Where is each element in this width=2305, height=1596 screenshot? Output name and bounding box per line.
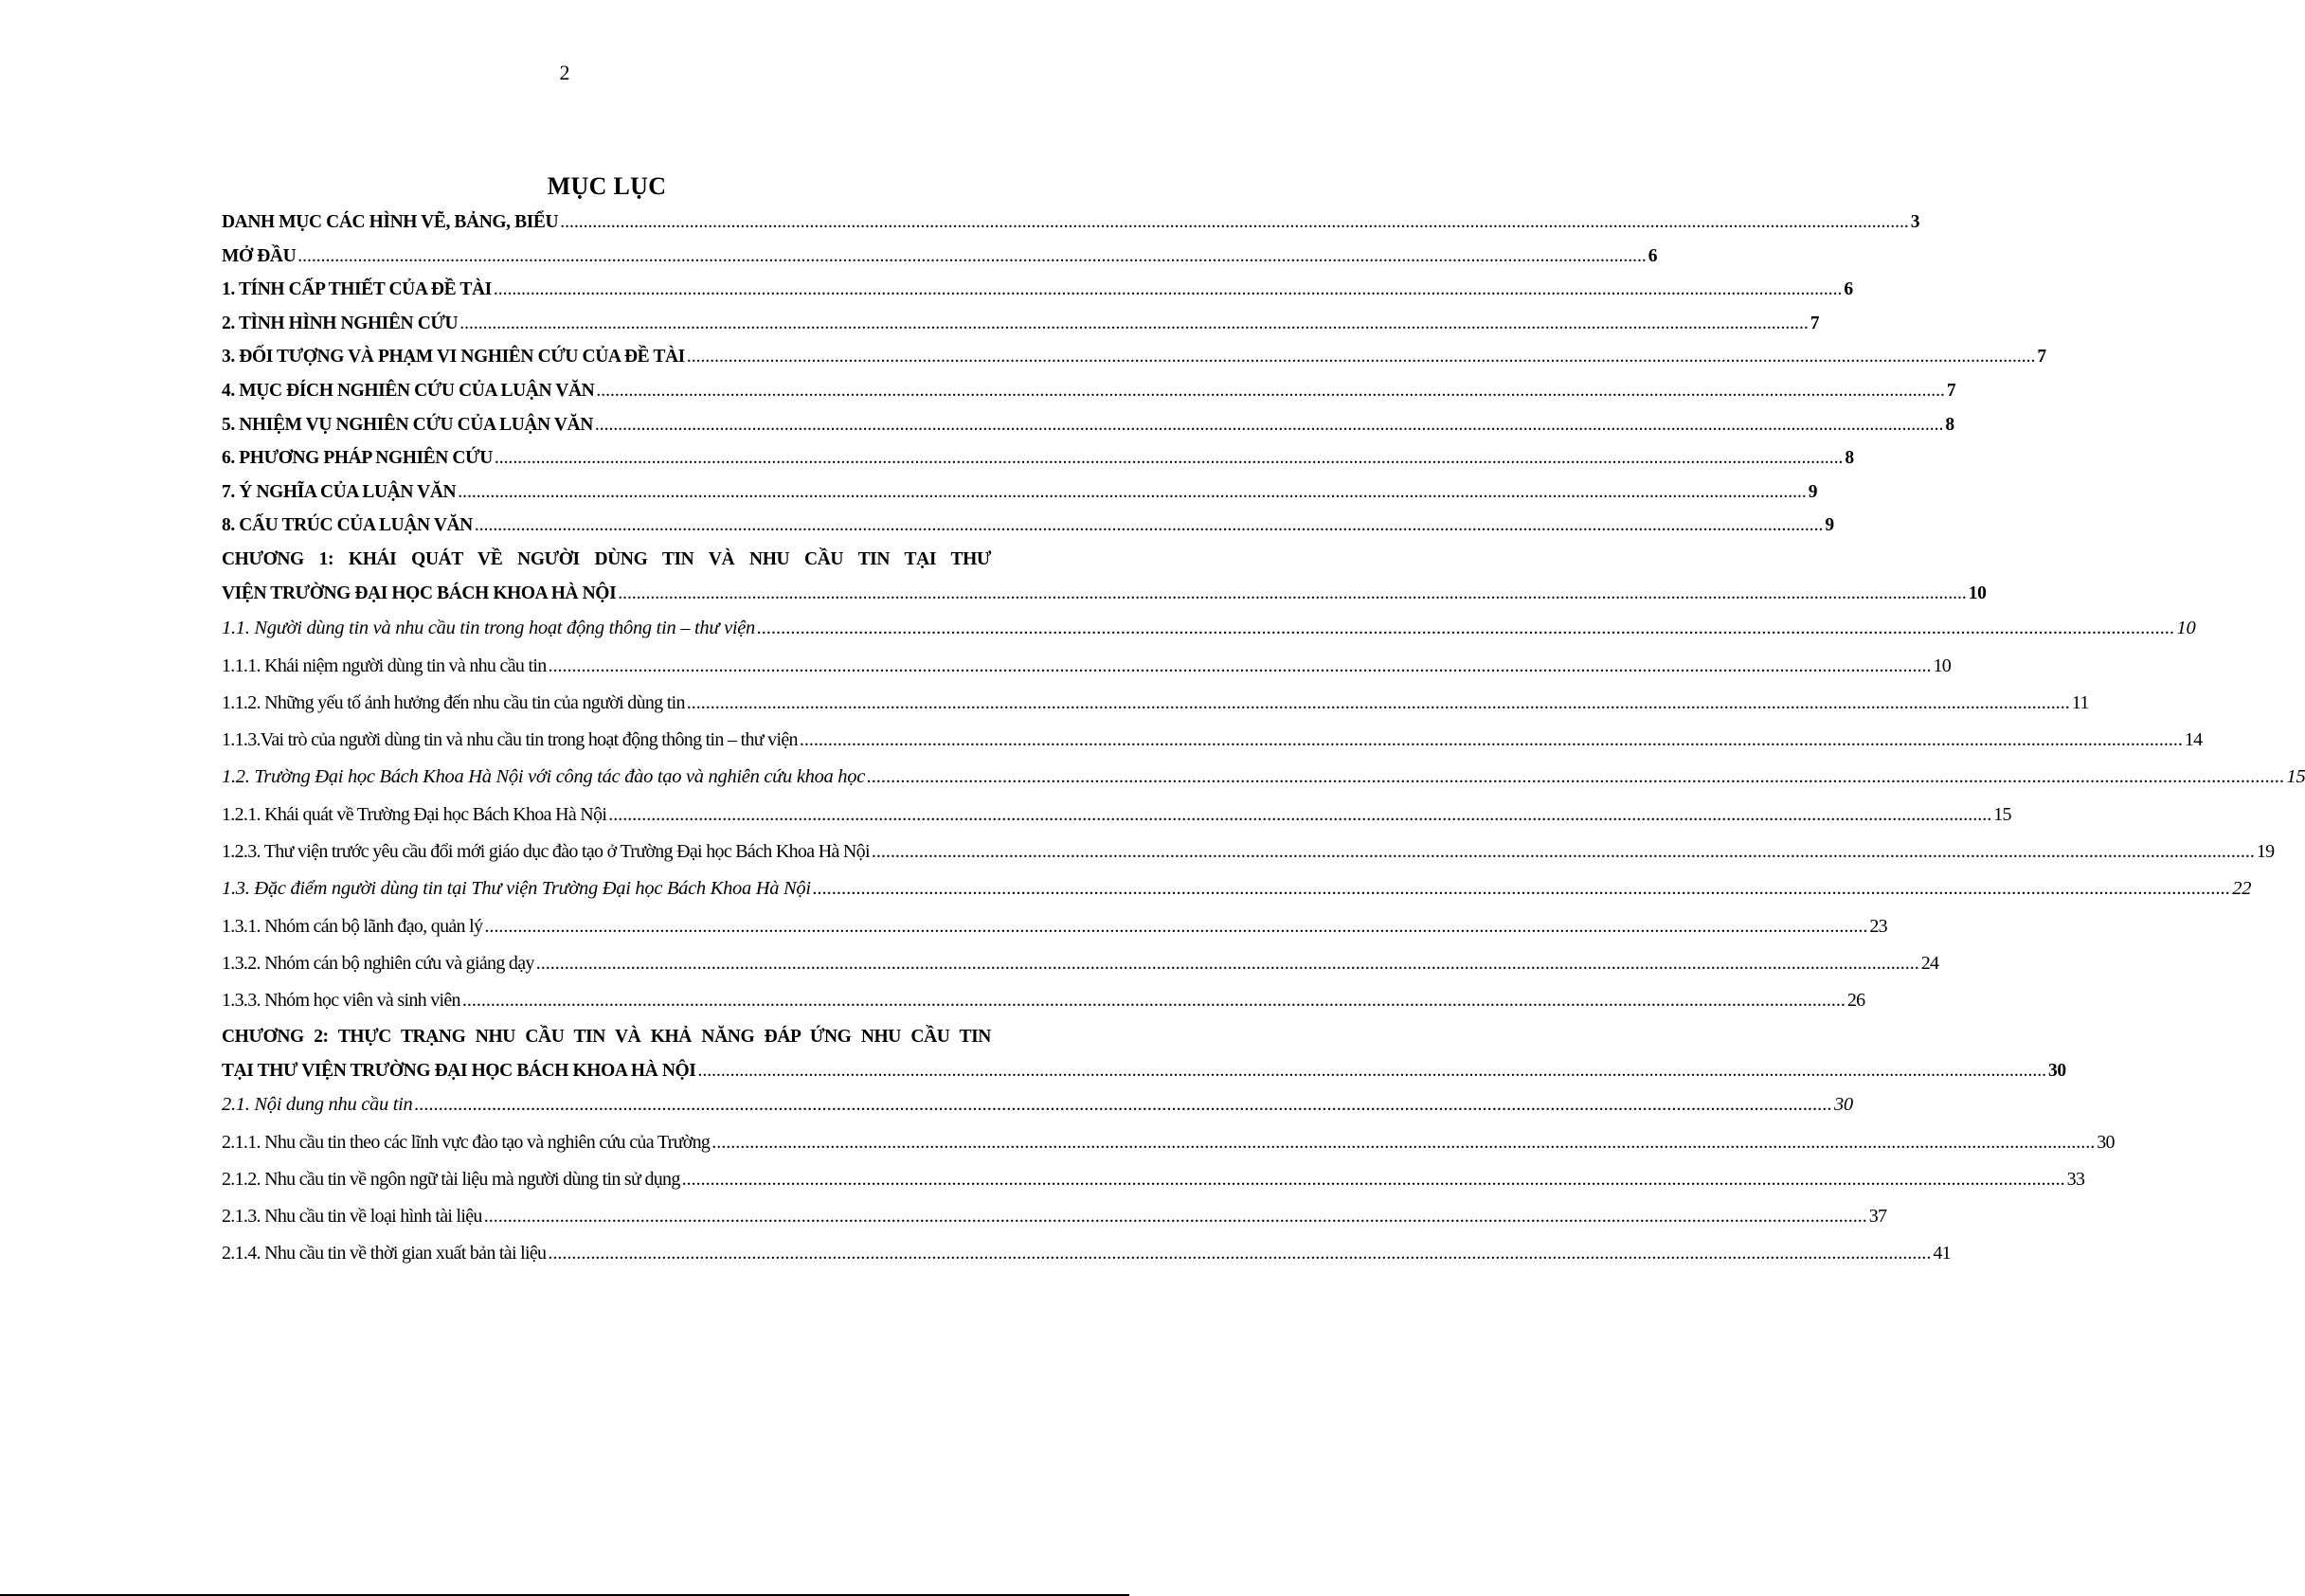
toc-entry-page: 8 (1945, 414, 1954, 435)
toc-entry[interactable] (222, 691, 2089, 729)
toc-entry-label: 2.1.4. Nhu cầu tin về thời gian xuất bản tài liệu (222, 1243, 547, 1264)
toc-entry-label: 4. MỤC ĐÍCH NGHIÊN CỨU CỦA LUẬN VĂN (222, 380, 595, 401)
toc-entry-page: 14 (2184, 728, 2203, 750)
dot-leader (682, 1169, 2065, 1191)
toc-entry-page: 15 (1993, 803, 2011, 825)
toc-entry-page: 24 (1920, 952, 1939, 974)
toc-entry-page: 30 (1833, 1094, 1853, 1116)
toc-entry[interactable] (222, 803, 2011, 841)
toc-entry[interactable] (222, 1094, 1853, 1132)
toc-entry-page: 15 (2286, 765, 2305, 787)
toc-entry-page: 33 (2066, 1169, 2085, 1191)
table-of-contents (222, 212, 2305, 1280)
toc-entry[interactable] (222, 448, 1854, 482)
dot-leader (484, 916, 1867, 938)
toc-entry[interactable] (222, 313, 1820, 348)
dot-leader (595, 415, 1944, 436)
toc-entry-page: 26 (1846, 989, 1865, 1011)
dot-leader (494, 279, 1843, 300)
toc-entry-label: 1.2. Trường Đại học Bách Khoa Hà Nội với công tác đào tạo và nghiên cứu khoa học (222, 765, 866, 787)
dot-leader (549, 655, 1932, 677)
toc-entry-label: 3. ĐỐI TƯỢNG VÀ PHẠM VI NGHIÊN CỨU CỦA ĐỀ TÀI (222, 347, 685, 368)
toc-chapter-heading-line[interactable] (222, 549, 991, 583)
toc-entry[interactable] (222, 347, 2046, 381)
page-number: 2 (559, 61, 570, 84)
toc-entry-label: 1.3.3. Nhóm học viên và sinh viên (222, 989, 460, 1011)
dot-leader (596, 381, 1945, 402)
toc-entry[interactable] (222, 481, 1818, 516)
dot-leader (867, 766, 2285, 788)
toc-entry-page: 11 (2071, 691, 2089, 713)
toc-entry-label: 2.1.3. Nhu cầu tin về loại hình tài liệu (222, 1206, 482, 1228)
toc-entry-page: 6 (1844, 279, 1853, 300)
toc-entry[interactable] (222, 515, 1834, 549)
toc-entry[interactable] (222, 655, 1952, 692)
toc-entry-label: 1.2.3. Thư viện trước yêu cầu đổi mới giáo dục đào tạo ở Trường Đại học Bách Khoa Hà Nội (222, 840, 870, 862)
dot-leader (697, 1061, 2046, 1082)
toc-entry-label: 1.3. Đặc điểm người dùng tin tại Thư viện Trường Đại học Bách Khoa Hà Nội (222, 877, 811, 899)
toc-entry-page: 7 (2037, 347, 2046, 368)
toc-entry-page: 10 (1933, 655, 1952, 676)
toc-entry[interactable] (222, 877, 2252, 916)
dot-leader (687, 347, 2036, 368)
toc-entry[interactable] (222, 279, 1853, 314)
dot-leader (560, 212, 1909, 233)
toc-entry-page: 30 (2047, 1060, 2066, 1081)
toc-entry-label: 5. NHIỆM VỤ NGHIÊN CỨU CỦA LUẬN VĂN (222, 414, 593, 435)
dot-leader (618, 583, 1967, 604)
toc-entry-page: 6 (1648, 245, 1658, 266)
toc-entry[interactable] (222, 840, 2275, 878)
dot-leader (608, 804, 1991, 826)
toc-entry-label: 1.3.2. Nhóm cán bộ nghiên cứu và giảng dạy (222, 952, 534, 974)
dot-leader (813, 878, 2231, 900)
toc-entry-page: 7 (1810, 313, 1820, 333)
toc-entry-label: 1.3.1. Nhóm cán bộ lãnh đạo, quản lý (222, 915, 483, 937)
toc-entry-label-line1: CHƯƠNG 2: THỰC TRẠNG NHU CẦU TIN VÀ KHẢ NĂNG ĐÁP ỨNG NHU CẦU TIN (222, 1026, 991, 1047)
dot-leader (484, 1206, 1867, 1228)
toc-entry-label: 2.1.2. Nhu cầu tin về ngôn ngữ tài liệu mà người dùng tin sử dụng (222, 1169, 680, 1191)
toc-entry[interactable] (222, 1060, 2066, 1095)
dot-leader (548, 1243, 1931, 1264)
toc-entry-page: 37 (1868, 1206, 1887, 1228)
dot-leader (800, 729, 2183, 751)
toc-entry-label: 1.1.2. Những yếu tố ảnh hưởng đến nhu cầu tin của người dùng tin (222, 691, 685, 713)
dot-leader (711, 1132, 2095, 1154)
toc-entry[interactable] (222, 380, 1956, 415)
dot-leader (414, 1094, 1832, 1116)
toc-entry[interactable] (222, 1132, 2115, 1169)
toc-entry-label: VIỆN TRƯỜNG ĐẠI HỌC BÁCH KHOA HÀ NỘI (222, 583, 617, 603)
toc-entry[interactable] (222, 414, 1954, 449)
dot-leader (297, 246, 1647, 267)
toc-entry-label: 7. Ý NGHĨA CỦA LUẬN VĂN (222, 481, 457, 502)
toc-entry[interactable] (222, 1206, 1887, 1243)
toc-entry[interactable] (222, 765, 2305, 804)
dot-leader (459, 314, 1809, 334)
dot-leader (536, 953, 1919, 975)
toc-entry[interactable] (222, 617, 2196, 655)
toc-entry[interactable] (222, 583, 1987, 618)
toc-entry-page: 23 (1869, 915, 1887, 937)
toc-entry-label: 2. TÌNH HÌNH NGHIÊN CỨU (222, 313, 459, 333)
dot-leader (687, 692, 2070, 714)
dot-leader (872, 841, 2255, 863)
toc-entry[interactable] (222, 245, 1658, 280)
toc-entry[interactable] (222, 989, 1865, 1027)
toc-entry-page: 41 (1933, 1243, 1951, 1264)
toc-entry-page: 9 (1808, 481, 1818, 502)
toc-entry-label: 6. PHƯƠNG PHÁP NGHIÊN CỨU (222, 448, 493, 469)
dot-leader (475, 515, 1824, 536)
toc-entry-label: 1. TÍNH CẤP THIẾT CỦA ĐỀ TÀI (222, 279, 492, 300)
toc-entry-page: 30 (2097, 1132, 2115, 1154)
toc-entry-label: 2.1. Nội dung nhu cầu tin (222, 1094, 413, 1116)
toc-entry[interactable] (222, 1243, 1951, 1280)
toc-entry-label: 8. CẤU TRÚC CỦA LUẬN VĂN (222, 515, 473, 536)
toc-entry-label: DANH MỤC CÁC HÌNH VẼ, BẢNG, BIỂU (222, 212, 559, 232)
toc-entry-page: 22 (2232, 877, 2252, 899)
toc-chapter-heading-line[interactable] (222, 1027, 991, 1061)
toc-entry-label: 1.1.1. Khái niệm người dùng tin và nhu cầu tin (222, 655, 547, 676)
toc-entry-page: 3 (1910, 212, 1920, 232)
dot-leader (495, 448, 1844, 469)
dot-leader (462, 990, 1846, 1012)
toc-entry-page: 10 (1968, 583, 1987, 603)
dot-leader (757, 618, 2175, 639)
toc-entry-page: 19 (2256, 840, 2275, 862)
toc-entry-label: 1.1.3.Vai trò của người dùng tin và nhu cầu tin trong hoạt động thông tin – thư viện (222, 728, 798, 750)
toc-entry-label: TẠI THƯ VIỆN TRƯỜNG ĐẠI HỌC BÁCH KHOA HÀ NỘI (222, 1060, 696, 1081)
toc-entry[interactable] (222, 1169, 2085, 1206)
toc-entry-label: MỞ ĐẦU (222, 245, 297, 266)
toc-entry-page: 10 (2176, 617, 2196, 638)
toc-entry-page: 9 (1825, 515, 1834, 536)
toc-entry-label: 2.1.1. Nhu cầu tin theo các lĩnh vực đào tạo và nghiên cứu của Trường (222, 1132, 711, 1154)
toc-entry[interactable] (222, 952, 1939, 990)
toc-entry-label: 1.2.1. Khái quát về Trường Đại học Bách Khoa Hà Nội (222, 803, 607, 825)
toc-entry[interactable] (222, 915, 1887, 953)
toc-entry-page: 7 (1946, 380, 1956, 401)
toc-entry[interactable] (222, 212, 1920, 246)
toc-entry-page: 8 (1845, 448, 1854, 469)
toc-entry-label: 1.1. Người dùng tin và nhu cầu tin trong hoạt động thông tin – thư viện (222, 617, 756, 638)
toc-entry[interactable] (222, 728, 2203, 766)
toc-entry-label-line1: CHƯƠNG 1: KHÁI QUÁT VỀ NGƯỜI DÙNG TIN VÀ NHU CẦU TIN TẠI THƯ (222, 548, 991, 569)
toc-title: MỤC LỤC (547, 172, 667, 200)
dot-leader (458, 482, 1807, 503)
